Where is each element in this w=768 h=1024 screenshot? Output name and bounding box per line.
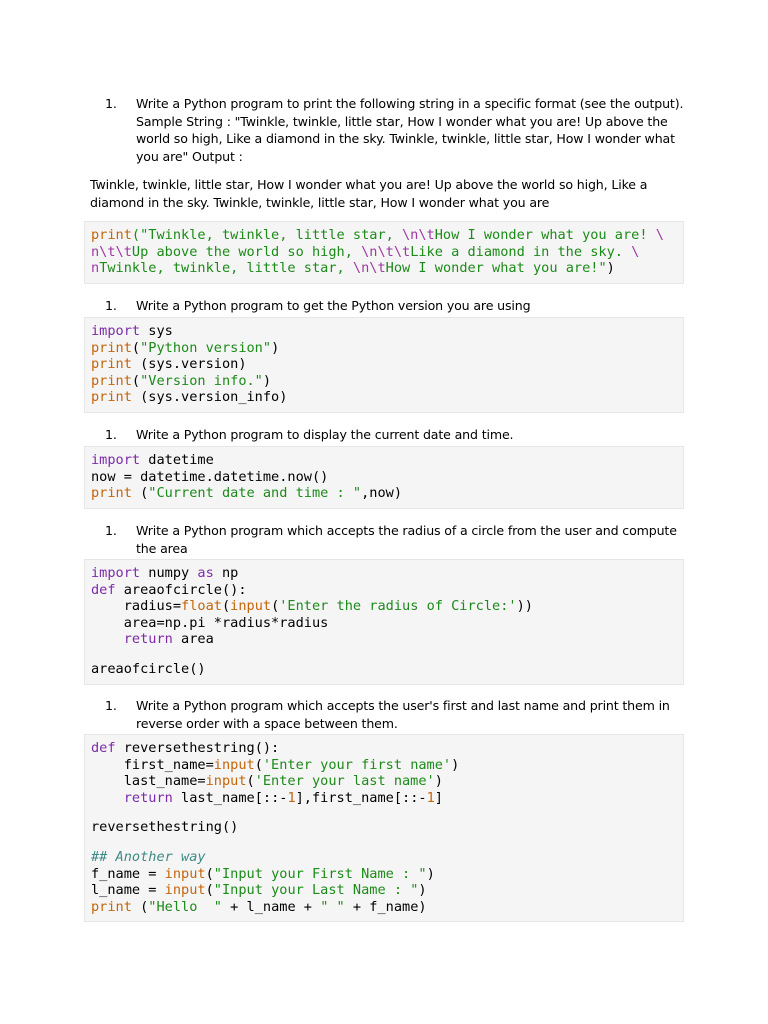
list-item-text: Write a Python program to display the current date and time. [136, 427, 514, 442]
code-line: print("Twinkle, twinkle, little star, \n\tHow I wonder what you are! \ [91, 227, 664, 243]
code-line: print (sys.version_info) [91, 389, 288, 406]
code-line: areaofcircle() [91, 660, 206, 677]
list-item [105, 95, 685, 165]
code-line: import numpy as np [91, 565, 239, 581]
list-item [105, 697, 685, 732]
list-item-text: Write a Python program which accepts the user's first and last name and print them in reverse order with a space between them. [136, 698, 670, 731]
code-line: return area [123, 631, 214, 648]
list-item [105, 522, 685, 557]
code-line: import datetime [91, 452, 214, 468]
list-number: 1. [105, 523, 117, 538]
list-number: 1. [105, 96, 117, 111]
code-line: print ("Current date and time : ",now) [91, 485, 403, 502]
code-line: n\t\tUp above the world so high, \n\t\tLike a diamond in the sky. \ [91, 243, 640, 260]
list-number: 1. [105, 698, 117, 713]
code-line: import sys [91, 323, 173, 339]
list-item-text: Write a Python program which accepts the radius of a circle from the user and compute the area [136, 523, 677, 556]
code-line: return last_name[::-1],first_name[::-1] [123, 789, 443, 806]
code-block [84, 221, 684, 284]
code-line: print("Version info.") [91, 372, 272, 389]
code-block [84, 446, 684, 509]
list-number: 1. [105, 298, 117, 313]
code-line: reversethestring() [91, 819, 239, 836]
code-line: print ("Hello " + l_name + " " + f_name) [91, 898, 427, 915]
output-paragraph: Twinkle, twinkle, little star, How I wonder what you are! Up above the world so high, Like a diamond in the sky. Twinkle, twinkle, little star, How I wonder what you are [90, 177, 648, 210]
code-line: f_name = input("Input your First Name : ") [91, 865, 435, 882]
code-block [84, 559, 684, 685]
code-line: last_name=input('Enter your last name') [91, 773, 443, 790]
list-item-text: Write a Python program to get the Python version you are using [136, 298, 531, 313]
code-line: area=np.pi *radius*radius [91, 614, 329, 631]
list-item-text: Write a Python program to print the following string in a specific format (see the output). Sample String : "Twinkle, twinkle, little star, How I wonder what you are! Up above the world so high, Like a diamond in the sky. Twinkle, twinkle, little star, How I wonder what you are" Output : [136, 96, 684, 164]
code-line: def areaofcircle(): [91, 581, 247, 598]
code-block [84, 734, 684, 922]
code-line: first_name=input('Enter your first name') [91, 756, 460, 773]
list-item [105, 297, 685, 315]
list-number: 1. [105, 427, 117, 442]
code-line: now = datetime.datetime.now() [91, 468, 329, 485]
code-comment: ## Another way [91, 848, 206, 865]
code-line: print (sys.version) [91, 356, 247, 373]
code-line: nTwinkle, twinkle, little star, \n\tHow I wonder what you are!") [91, 260, 615, 277]
list-item [105, 426, 685, 444]
code-line: radius=float(input('Enter the radius of Circle:')) [91, 598, 533, 615]
code-line: def reversethestring(): [91, 740, 280, 756]
code-block [84, 317, 684, 413]
code-line: print("Python version") [91, 339, 280, 356]
code-line: l_name = input("Input your Last Name : ") [91, 882, 427, 899]
